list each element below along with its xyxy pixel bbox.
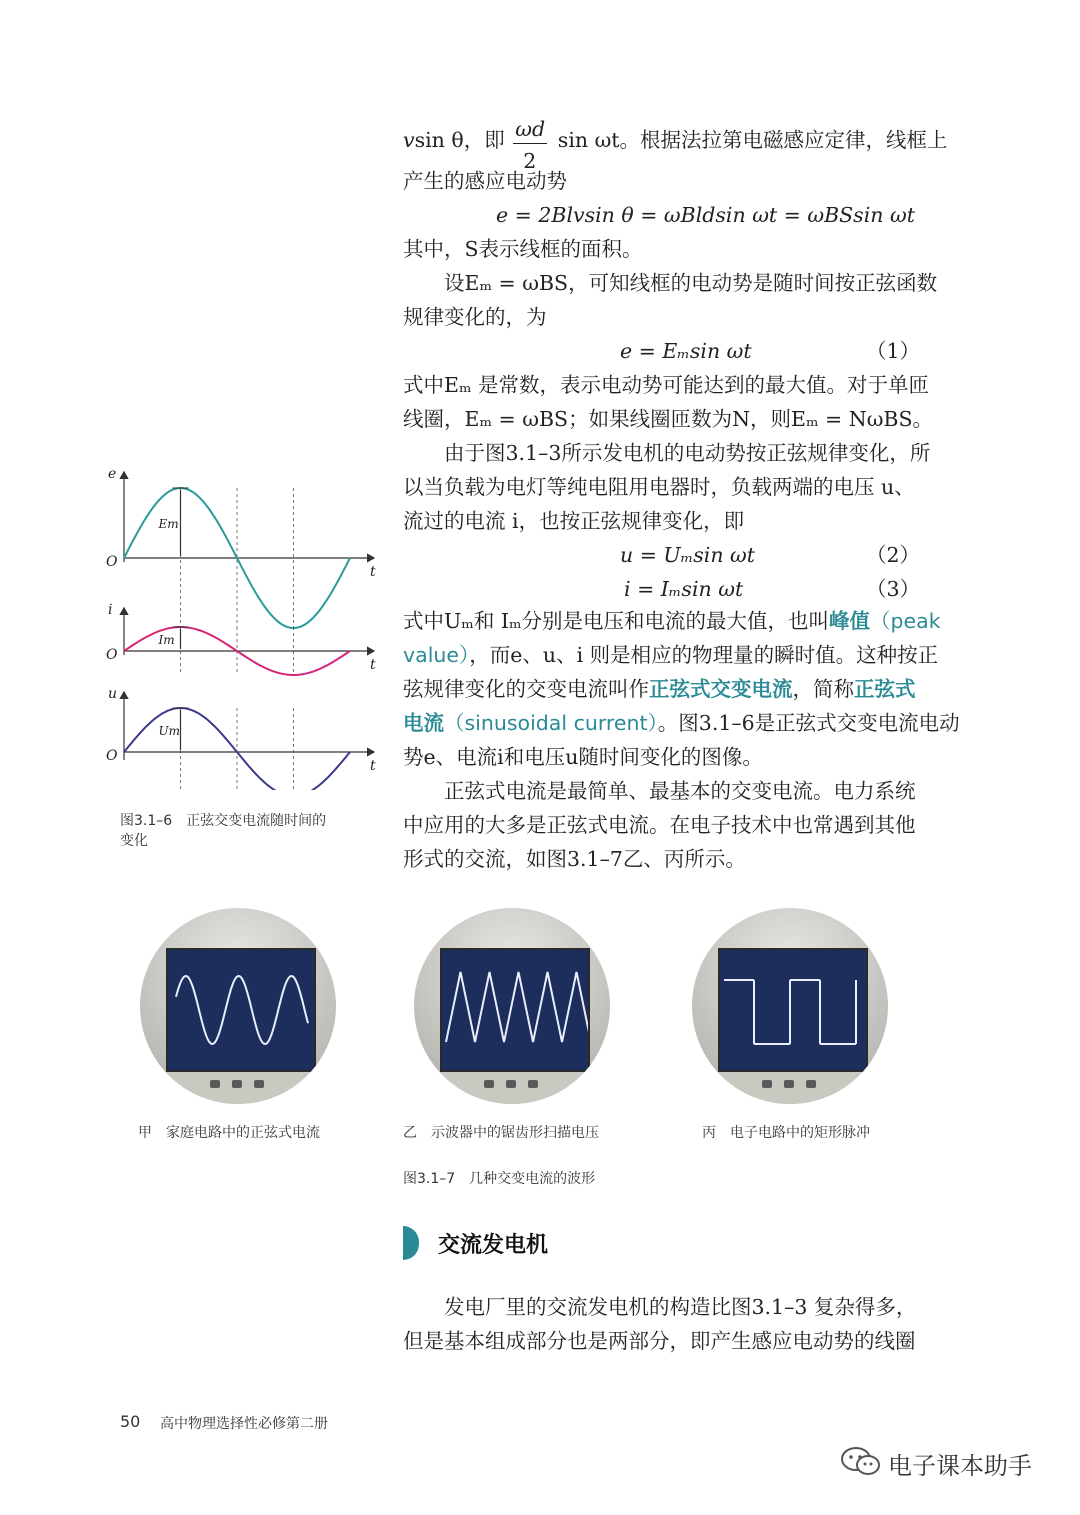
text-line: 由于图3.1–3所示发电机的电动势按正弦规律变化，所 [444,441,931,465]
page-number: 50 [120,1412,141,1431]
text-line: 以当负载为电灯等纯电阻用电器时，负载两端的电压 u、 [403,475,915,499]
text-line: 中应用的大多是正弦式电流。在电子技术中也常遇到其他 [403,813,916,837]
amplitude-label: Um [158,724,180,738]
figure-sine-graphs [100,460,390,790]
knob [484,1080,494,1088]
term-highlight: 正弦式交变电流 [649,677,793,701]
text-line: 弦规律变化的交变电流叫作正弦式交变电流，简称正弦式 [403,677,916,701]
figure-caption: 图3.1–6 正弦交变电流随时间的 [120,813,327,829]
figure-caption: 图3.1–7 几种交变电流的波形 [403,1171,596,1187]
photo-sawtooth-oscilloscope [414,908,610,1104]
oscilloscope-panel [692,1072,888,1104]
text-line: 产生的感应电动势 [403,169,567,193]
graphs-group [106,466,376,790]
term-english: value） [403,643,470,667]
text-line: 正弦式电流是最简单、最基本的交变电流。电力系统 [444,779,916,803]
fraction: $\frac{\omega d}{2}$ [511,132,551,152]
text-line: 线圈，Eₘ = ωBS；如果线圈匝数为N，则Eₘ = NωBS。 [403,407,934,431]
knob [806,1080,816,1088]
term-highlight: 电流 [403,711,444,735]
oscilloscope-panel [414,1072,610,1104]
knob [232,1080,242,1088]
text-line: 形式的交流，如图3.1–7乙、丙所示。 [403,847,746,871]
equation-3: i = Iₘsin ωt [624,577,744,601]
equation-number: （1） [866,339,921,363]
equation-main: e = 2Blvsin θ = ωBldsin ωt = ωBSsin ωt [496,203,915,227]
term-highlight: 峰值 [829,609,871,633]
photo-caption: 丙 电子电路中的矩形脉冲 [702,1125,870,1141]
text-line: 式中Uₘ和 Iₘ分别是电压和电流的最大值，也叫峰值（peak [403,609,941,633]
text-line: 电流（sinusoidal current）。图3.1–6是正弦式交变电流电动 [403,711,960,735]
section-marker [403,1226,419,1260]
text-line: 但是基本组成部分也是两部分，即产生感应电动势的线圈 [403,1329,916,1353]
term-highlight: 正弦式 [854,677,916,701]
term-english: （sinusoidal current） [444,711,658,735]
knob [254,1080,264,1088]
photo-sine-oscilloscope [140,908,336,1104]
equation-2: u = Uₘsin ωt [620,543,756,567]
origin-label: O [106,554,118,570]
knob [506,1080,516,1088]
axis-label: t [370,758,376,774]
book-title: 高中物理选择性必修第二册 [160,1416,328,1432]
watermark: 电子课本助手 [888,1452,1032,1480]
photo-caption: 乙 示波器中的锯齿形扫描电压 [403,1125,599,1141]
text-line: 式中Eₘ 是常数，表示电动势可能达到的最大值。对于单匝 [403,373,930,397]
oscilloscope-screen [440,948,590,1072]
knob [784,1080,794,1088]
origin-label: O [106,748,118,764]
section-title: 交流发电机 [438,1233,549,1258]
text-line: 规律变化的，为 [403,305,547,329]
equation-number: （2） [866,543,921,567]
text-line: 设Eₘ = ωBS，可知线框的电动势是随时间按正弦函数 [444,271,938,295]
amplitude-label: Im [158,633,175,647]
text-line: 其中，S表示线框的面积。 [403,237,643,261]
oscilloscope-screen [718,948,868,1072]
knob [210,1080,220,1088]
origin-label: O [106,647,118,663]
oscilloscope-screen [166,948,316,1072]
equation-number: （3） [866,577,921,601]
oscilloscope-panel [140,1072,336,1104]
axis-label: e [108,466,117,482]
term-english: （peak [870,609,941,633]
figure-caption: 变化 [120,833,148,849]
knob [762,1080,772,1088]
text-line: 势e、电流i和电压u随时间变化的图像。 [403,745,763,769]
photo-square-oscilloscope [692,908,888,1104]
text-line: 流过的电流 i，也按正弦规律变化，即 [403,509,745,533]
axis-label: i [108,602,113,618]
wechat-icon [840,1446,884,1476]
axis-label: t [370,657,376,673]
knob [528,1080,538,1088]
axis-label: t [370,564,376,580]
equation-1: e = Eₘsin ωt [620,339,752,363]
text-line: vsin θ，即 $\frac{\omega d}{2}$ sin ωt。根据法拉第电磁感应定律，线框上 [403,116,948,173]
amplitude-label: Em [158,517,179,531]
text-line: value），而e、u、i 则是相应的物理量的瞬时值。这种按正 [403,643,939,667]
axis-label: u [108,686,118,702]
text-line: 发电厂里的交流发电机的构造比图3.1–3 复杂得多， [444,1295,917,1319]
photo-caption: 甲 家庭电路中的正弦式电流 [138,1125,320,1141]
